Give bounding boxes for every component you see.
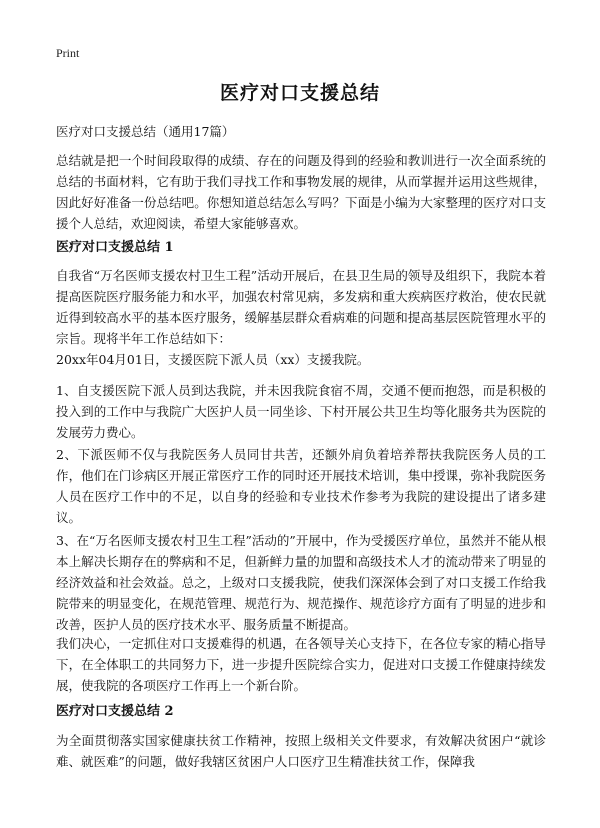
section-1-paragraph-4: 2、下派医师不仅与我院医务人员同甘共苦，还额外肩负着培养帮扶我院医务人员的工作，他们在门诊病区开展正常医疗工作的同时还开展技术培训，集中授课，弥补我院医务人员在医疗工作中的不足，以自身的经验和专业技术作参考为我院的建设提出了诸多建议。	[56, 447, 546, 525]
section-2-paragraph-1: 为全面贯彻落实国家健康扶贫工作精神，按照上级相关文件要求，有效解决贫困户“就诊难、就医难”的问题，做好我辖区贫困户人口医疗卫生精准扶贫工作，保障我	[56, 733, 546, 769]
section-1-paragraph-2: 20xx年04月01日，支援医院下派人员（xx）支援我院。	[56, 352, 370, 367]
section-heading-2: 医疗对口支援总结 2	[56, 704, 174, 719]
intro-paragraph: 总结就是把一个时间段取得的成绩、存在的问题及得到的经验和教训进行一次全面系统的总结的书面材料，它有助于我们寻找工作和事物发展的规律，从而掌握并运用这些规律，因此好好准备一份总结吧。你想知道总结怎么写吗？下面是小编为大家整理的医疗对口支援个人总结，欢迎阅读，希望大家能够喜欢。	[56, 153, 546, 231]
page-title: 医疗对口支援总结	[219, 82, 380, 104]
document-subtitle: 医疗对口支援总结（通用17篇）	[56, 124, 235, 139]
section-heading-1: 医疗对口支援总结 1	[56, 240, 174, 255]
print-link[interactable]: Print	[56, 46, 80, 60]
section-1-paragraph-6: 我们决心，一定抓住对口支援难得的机遇，在各领导关心支持下，在各位专家的精心指导下，在全体职工的共同努力下，进一步提升医院综合实力，促进对口支援工作健康持续发展，使我院的各项医疗工作再上一个新台阶。	[56, 636, 546, 693]
section-1-paragraph-5: 3、在“万名医师支援农村卫生工程”活动的”开展中，作为受援医疗单位，虽然并不能从根本上解决长期存在的弊病和不足，但新鲜力量的加盟和高级技术人才的流动带来了明显的经济效益和社会效益。总之，上级对口支援我院，使我们深深体会到了对口支援工作给我院带来的明显变化，在规范管理、规范行为、规范操作、规范诊疗方面有了明显的进步和改善，医护人员的医疗技术水平、服务质量不断提高。	[56, 533, 546, 632]
section-1-paragraph-1: 自我省“万名医师支援农村卫生工程”活动开展后，在县卫生局的领导及组织下，我院本着提高医院医疗服务能力和水平，加强农村常见病，多发病和重大疾病医疗救治，使农民就近得到较高水平的基本医疗服务，缓解基层群众看病难的问题和提高基层医院管理水平的宗旨。现将半年工作总结如下：	[56, 268, 546, 346]
section-1-paragraph-3: 1、自支援医院下派人员到达我院，并未因我院食宿不周，交通不便而抱怨，而是积极的投入到的工作中与我院广大医护人员一同坐诊、下村开展公共卫生均等化服务共为医院的发展劳力费心。	[56, 383, 546, 440]
